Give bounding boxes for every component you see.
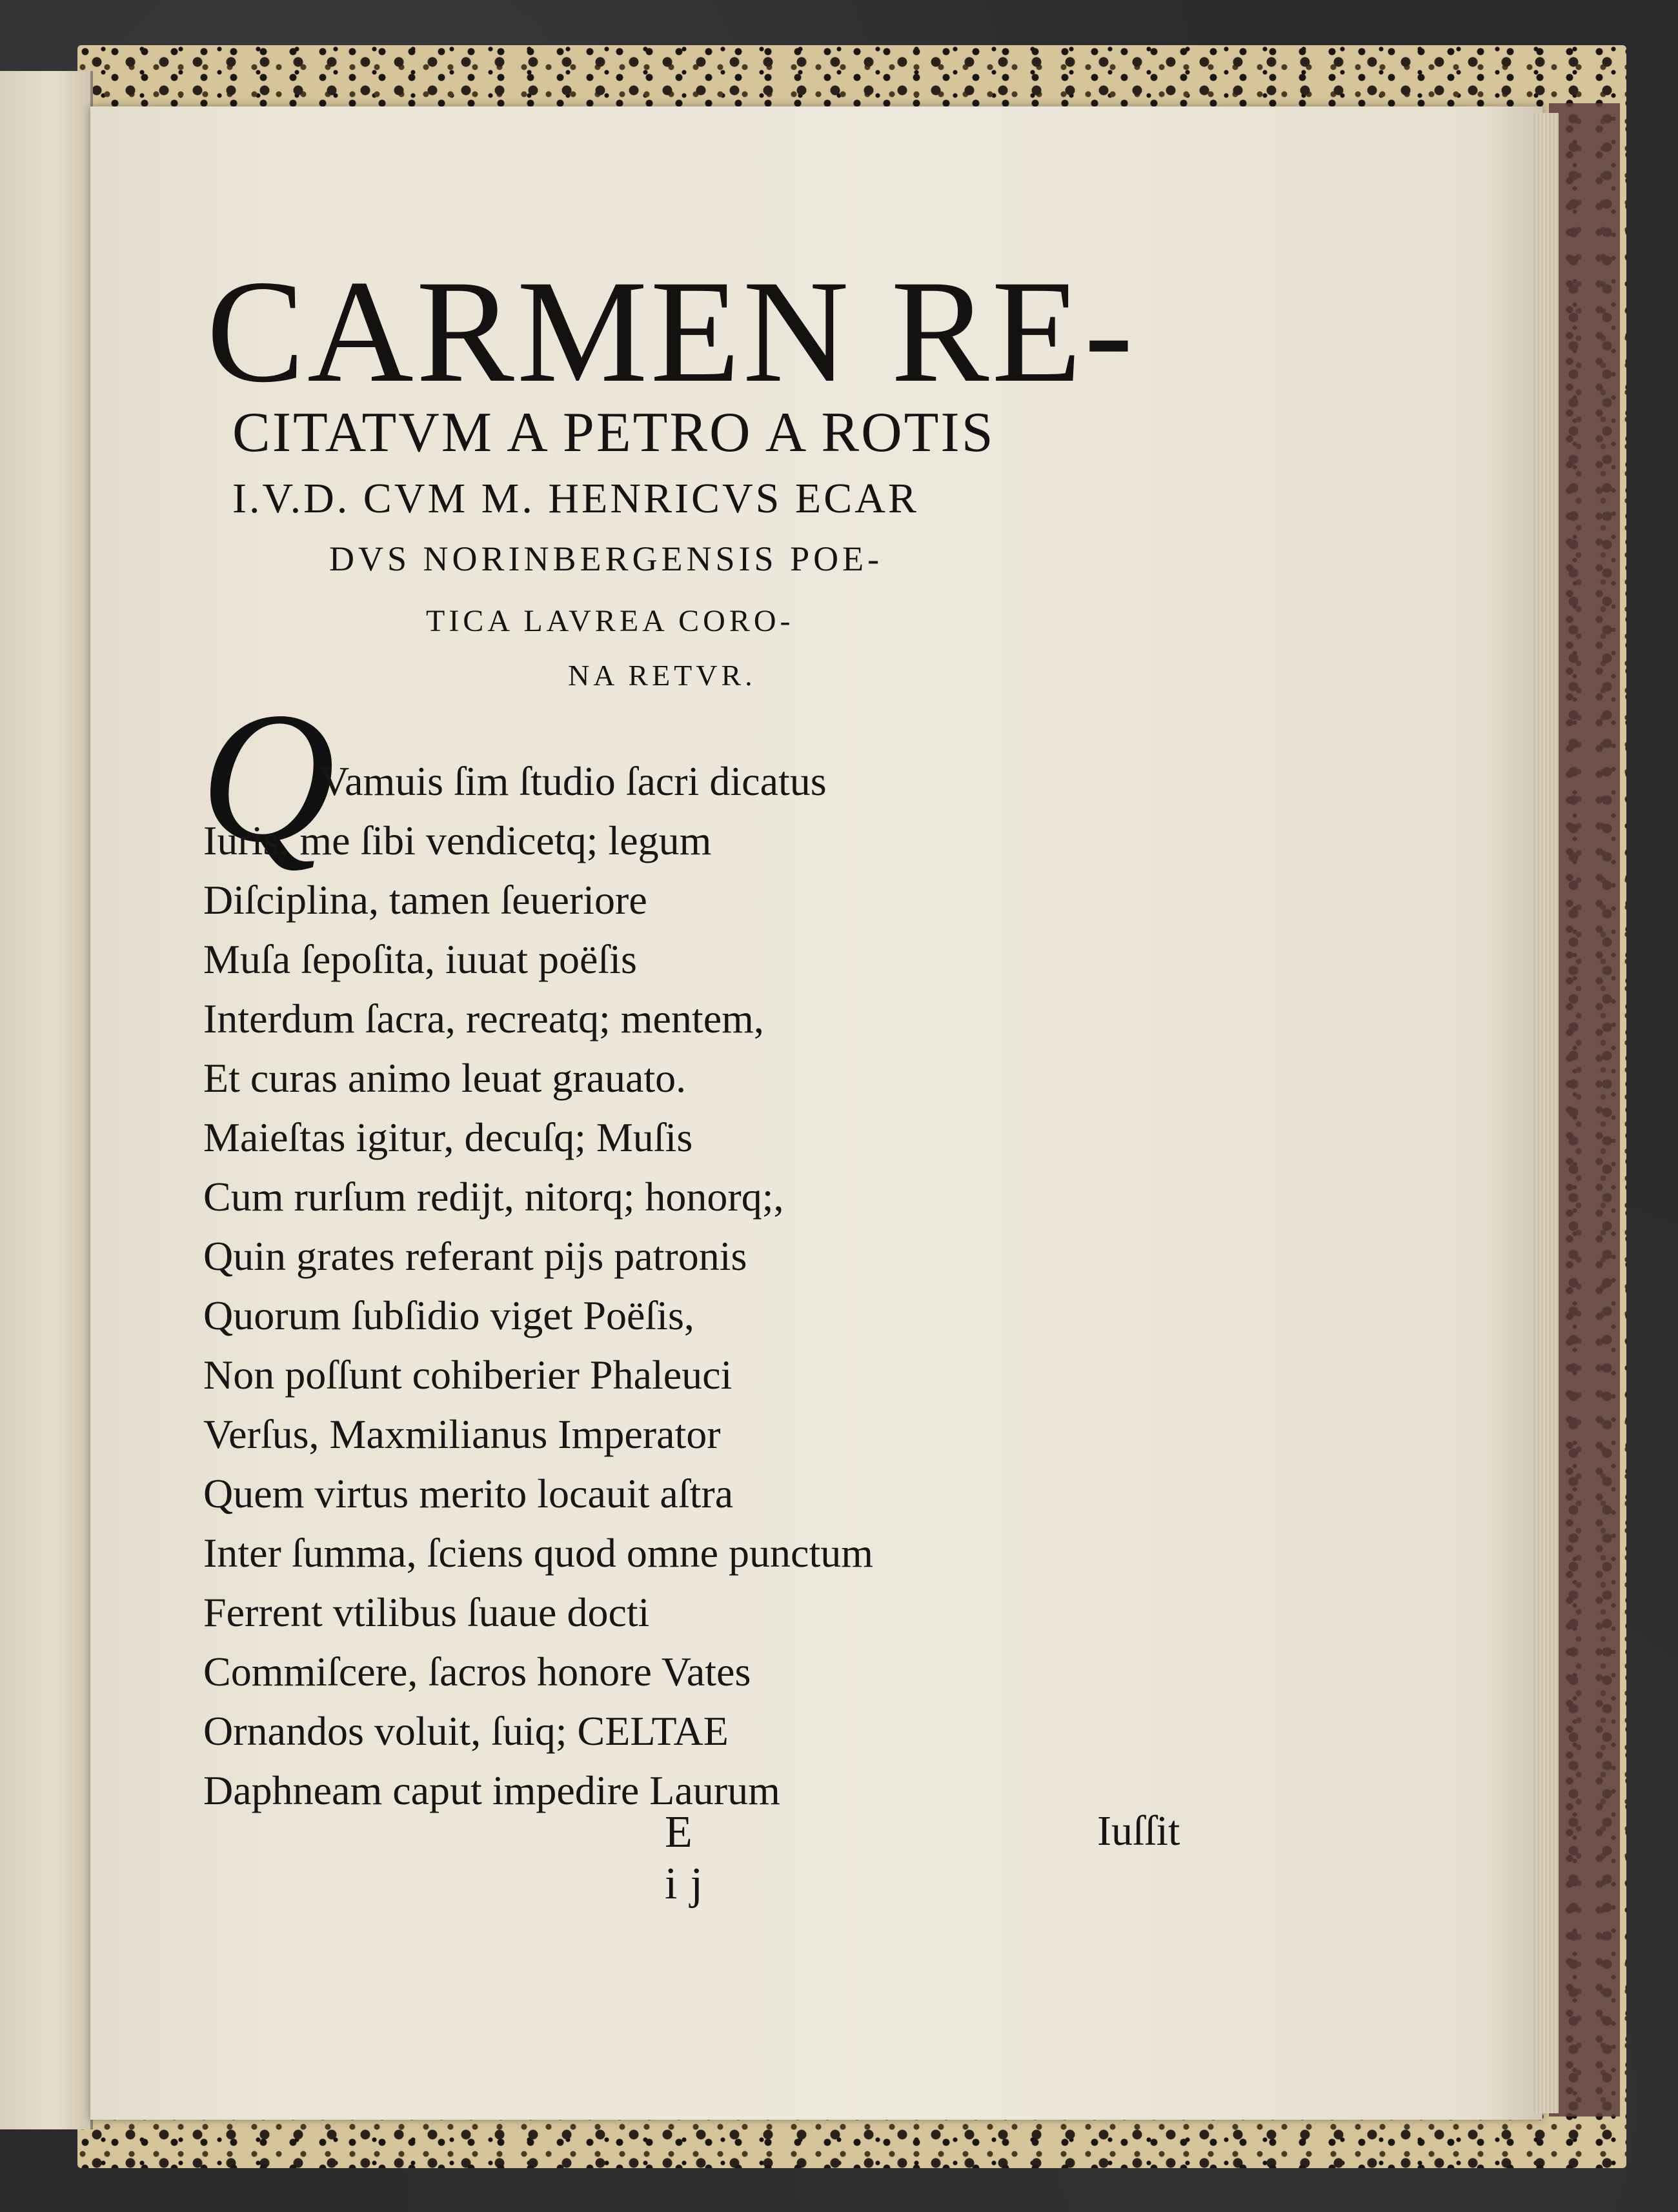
verse-line: Quem virtus merito locauit aſtra (203, 1471, 734, 1516)
verse-line: Quin grates referant pijs patronis (203, 1233, 747, 1279)
verse-line: Vamuis ſim ſtudio ſacri dicatus (319, 758, 827, 804)
title-line-5: NA RETVR. (568, 659, 756, 692)
verse-line: Non poſſunt cohiberier Phaleuci (203, 1352, 733, 1398)
verse-line: Quorum ſubſidio viget Poëſis, (203, 1292, 694, 1338)
verse-line: Interdum ſacra, recreatq; mentem, (203, 996, 764, 1041)
verse-text (203, 752, 1300, 1820)
verse-line: Cum rurſum redijt, nitorq; honorq;, (203, 1174, 784, 1220)
verse-line: Iuris, me ſibi vendicetq; legum (203, 818, 712, 863)
signature-mark: E ij (665, 1807, 716, 1909)
title-line-1: CITATVM A PETRO A ROTIS (232, 401, 995, 464)
title-line-2: I.V.D. CVM M. HENRICVS ECAR (232, 475, 919, 522)
verse-line: Maieſtas igitur, decuſq; Muſis (203, 1114, 693, 1160)
verse-line: Muſa ſepoſita, iuuat poëſis (203, 936, 637, 982)
verse-line: Ornandos voluit, ſuiq; CELTAE (203, 1708, 729, 1754)
title-line-4: TICA LAVREA CORO- (426, 604, 794, 638)
verse-line: Diſciplina, tamen ſeueriore (203, 877, 647, 923)
verse-line: Commiſcere, ſacros honore Vates (203, 1649, 751, 1694)
verse-line: Et curas animo leuat grauato. (203, 1055, 687, 1101)
title-line-3: DVS NORINBERGENSIS POE- (329, 539, 884, 578)
title-main: CARMEN RE- (207, 250, 1136, 413)
facing-page-sliver (0, 71, 93, 2129)
page-edges (1533, 113, 1559, 2113)
drop-cap: Q (200, 674, 336, 881)
verse-line: Daphneam caput impedire Laurum (203, 1767, 780, 1813)
verse-line: Verſus, Maxmilianus Imperator (203, 1411, 721, 1457)
verse-line: Inter ſumma, ſciens quod omne punctum (203, 1530, 873, 1576)
board-spine-edge (1549, 103, 1620, 2116)
verse-line: Ferrent vtilibus ſuaue docti (203, 1589, 650, 1635)
catchword: Iuſſit (1097, 1807, 1180, 1855)
